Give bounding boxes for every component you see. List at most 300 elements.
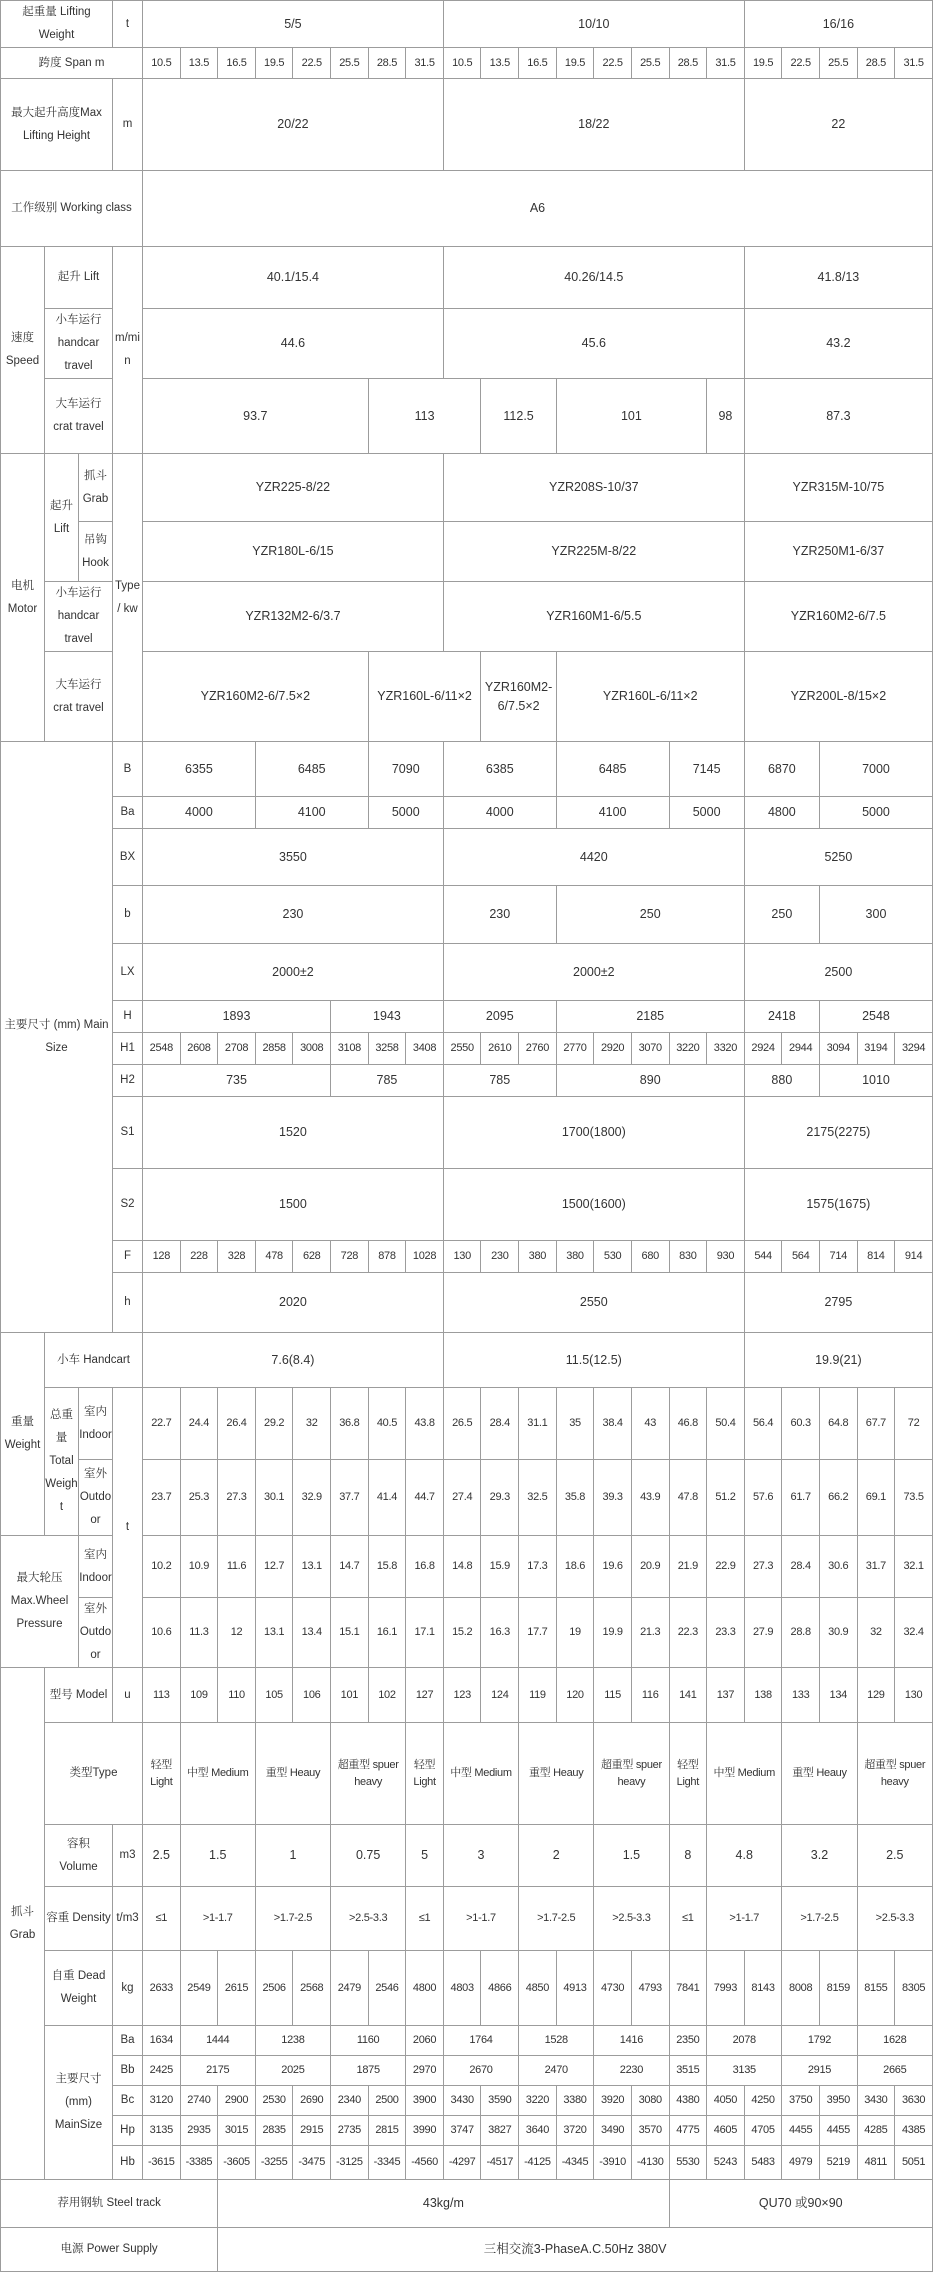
total-weight-outdoor-value: 47.8 bbox=[669, 1460, 707, 1536]
size-LX-value: 2000±2 bbox=[443, 944, 744, 1001]
grab-volume-label: 容积 Volume bbox=[45, 1825, 113, 1887]
wheel-pressure-indoor-value: 11.6 bbox=[218, 1536, 256, 1598]
grab-size-Hb-value: -3615 bbox=[143, 2146, 181, 2180]
grab-size-Bc-value: 2500 bbox=[368, 2086, 406, 2116]
span-value: 16.5 bbox=[218, 48, 256, 79]
row-size-H bbox=[1, 1001, 933, 1033]
grab-size-Hp-value: 3640 bbox=[519, 2116, 557, 2146]
wheel-pressure-outdoor-value: 15.1 bbox=[331, 1598, 369, 1668]
row-power-supply bbox=[1, 2228, 933, 2272]
size-S2-value: 1500 bbox=[143, 1169, 444, 1241]
size-F-value: 1028 bbox=[406, 1241, 444, 1273]
row-size-b bbox=[1, 886, 933, 944]
grab-density-value: ≤1 bbox=[406, 1887, 444, 1951]
size-H1-value: 3320 bbox=[707, 1033, 745, 1065]
row-steel-track bbox=[1, 2180, 933, 2228]
span-value: 25.5 bbox=[331, 48, 369, 79]
grab-dead-weight-value: 2615 bbox=[218, 1951, 256, 2026]
size-H-value: 2185 bbox=[556, 1001, 744, 1033]
row-size-F bbox=[1, 1241, 933, 1273]
motor-crane-value: YZR160L-6/11×2 bbox=[556, 652, 744, 742]
total-weight-indoor-value: 72 bbox=[895, 1388, 933, 1460]
grab-size-Bc-value: 3950 bbox=[819, 2086, 857, 2116]
lifting-weight-value: 16/16 bbox=[744, 1, 932, 48]
row-grab-type bbox=[1, 1723, 933, 1825]
total-weight-indoor-value: 32 bbox=[293, 1388, 331, 1460]
grab-size-Bb-value: 2665 bbox=[857, 2056, 932, 2086]
grab-size-Ba-value: 1160 bbox=[331, 2026, 406, 2056]
total-weight-indoor-value: 28.4 bbox=[481, 1388, 519, 1460]
size-S1-label: S1 bbox=[113, 1097, 143, 1169]
size-H1-label: H1 bbox=[113, 1033, 143, 1065]
grab-model-value: 109 bbox=[180, 1668, 218, 1723]
span-value: 31.5 bbox=[707, 48, 745, 79]
size-h-value: 2550 bbox=[443, 1273, 744, 1333]
grab-size-Hb-value: 4811 bbox=[857, 2146, 895, 2180]
size-F-value: 728 bbox=[331, 1241, 369, 1273]
motor-lift-grab-label: 抓斗 Grab bbox=[79, 454, 113, 522]
span-value: 28.5 bbox=[857, 48, 895, 79]
row-size-H2 bbox=[1, 1065, 933, 1097]
grab-size-Hp-value: 2735 bbox=[331, 2116, 369, 2146]
motor-lift-grab-label: 起升 Lift bbox=[45, 454, 79, 582]
grab-size-Hb-value: 5530 bbox=[669, 2146, 707, 2180]
size-H1-value: 3258 bbox=[368, 1033, 406, 1065]
wheel-pressure-outdoor-value: 27.9 bbox=[744, 1598, 782, 1668]
grab-model-value: 119 bbox=[519, 1668, 557, 1723]
speed-lift-value: 41.8/13 bbox=[744, 247, 932, 309]
grab-size-Hb-value: -3345 bbox=[368, 2146, 406, 2180]
grab-volume-value: 2 bbox=[519, 1825, 594, 1887]
power-supply-label: 电源 Power Supply bbox=[1, 2228, 218, 2272]
row-grab-dead-weight bbox=[1, 1951, 933, 2026]
row-total-weight-indoor bbox=[1, 1388, 933, 1460]
grab-size-Bc-value: 3220 bbox=[519, 2086, 557, 2116]
grab-size-Ba-value: 1764 bbox=[443, 2026, 518, 2056]
grab-size-Hb-value: 5051 bbox=[895, 2146, 933, 2180]
total-weight-indoor-label: t bbox=[113, 1388, 143, 1668]
grab-size-Hp-value: 3827 bbox=[481, 2116, 519, 2146]
size-F-value: 680 bbox=[631, 1241, 669, 1273]
wheel-pressure-indoor-value: 22.9 bbox=[707, 1536, 745, 1598]
grab-dead-weight-value: 2546 bbox=[368, 1951, 406, 2026]
size-BX-value: 3550 bbox=[143, 829, 444, 886]
wheel-pressure-indoor-value: 16.8 bbox=[406, 1536, 444, 1598]
size-F-value: 878 bbox=[368, 1241, 406, 1273]
lifting-height-value: 20/22 bbox=[143, 79, 444, 171]
grab-dead-weight-value: 8159 bbox=[819, 1951, 857, 2026]
grab-density-value: >1.7-2.5 bbox=[519, 1887, 594, 1951]
size-b-value: 250 bbox=[556, 886, 744, 944]
size-LX-value: 2500 bbox=[744, 944, 932, 1001]
size-F-value: 228 bbox=[180, 1241, 218, 1273]
grab-model-value: 106 bbox=[293, 1668, 331, 1723]
row-grab-size-Hb bbox=[1, 2146, 933, 2180]
size-Ba-label: Ba bbox=[113, 797, 143, 829]
grab-dead-weight-value: 2633 bbox=[143, 1951, 181, 2026]
wheel-pressure-indoor-value: 14.8 bbox=[443, 1536, 481, 1598]
size-H1-value: 3094 bbox=[819, 1033, 857, 1065]
grab-size-Hp-value: 3490 bbox=[594, 2116, 632, 2146]
grab-size-Hp-value: 4285 bbox=[857, 2116, 895, 2146]
span-label: 跨度 Span m bbox=[1, 48, 143, 79]
grab-model-value: 116 bbox=[631, 1668, 669, 1723]
grab-type-value: 重型 Heauy bbox=[519, 1723, 594, 1825]
wheel-pressure-indoor-value: 10.9 bbox=[180, 1536, 218, 1598]
size-H1-value: 2548 bbox=[143, 1033, 181, 1065]
total-weight-indoor-label: 总重量 Total Weight bbox=[45, 1388, 79, 1536]
grab-size-Hp-value: 3720 bbox=[556, 2116, 594, 2146]
size-b-value: 230 bbox=[143, 886, 444, 944]
grab-type-value: 轻型 Light bbox=[406, 1723, 444, 1825]
total-weight-indoor-value: 60.3 bbox=[782, 1388, 820, 1460]
grab-density-value: ≤1 bbox=[669, 1887, 707, 1951]
span-value: 19.5 bbox=[744, 48, 782, 79]
size-H1-value: 2944 bbox=[782, 1033, 820, 1065]
grab-model-value: 133 bbox=[782, 1668, 820, 1723]
grab-dead-weight-value: 2506 bbox=[255, 1951, 293, 2026]
size-S1-value: 1520 bbox=[143, 1097, 444, 1169]
handcart-label: 重量 Weight bbox=[1, 1333, 45, 1536]
row-size-Ba bbox=[1, 797, 933, 829]
row-handcart bbox=[1, 1333, 933, 1388]
grab-size-Hp-value: 4455 bbox=[819, 2116, 857, 2146]
size-B-value: 7090 bbox=[368, 742, 443, 797]
grab-volume-value: 1.5 bbox=[594, 1825, 669, 1887]
row-size-H1 bbox=[1, 1033, 933, 1065]
total-weight-outdoor-value: 43.9 bbox=[631, 1460, 669, 1536]
grab-size-Hb-value: 5219 bbox=[819, 2146, 857, 2180]
speed-crane-value: 112.5 bbox=[481, 379, 556, 454]
lifting-height-value: 22 bbox=[744, 79, 932, 171]
size-B-value: 6355 bbox=[143, 742, 256, 797]
speed-crane-label: 大车运行 crat travel bbox=[45, 379, 113, 454]
grab-size-Hp-value: 4385 bbox=[895, 2116, 933, 2146]
wheel-pressure-outdoor-value: 19 bbox=[556, 1598, 594, 1668]
grab-size-Hb-value: -4130 bbox=[631, 2146, 669, 2180]
size-b-value: 230 bbox=[443, 886, 556, 944]
working-class-label: 工作级别 Working class bbox=[1, 171, 143, 247]
wheel-pressure-outdoor-value: 23.3 bbox=[707, 1598, 745, 1668]
motor-lift-hook-value: YZR180L-6/15 bbox=[143, 522, 444, 582]
total-weight-outdoor-value: 32.5 bbox=[519, 1460, 557, 1536]
span-value: 19.5 bbox=[255, 48, 293, 79]
size-H1-value: 2708 bbox=[218, 1033, 256, 1065]
size-Ba-value: 4100 bbox=[255, 797, 368, 829]
wheel-pressure-outdoor-value: 30.9 bbox=[819, 1598, 857, 1668]
grab-type-value: 重型 Heauy bbox=[782, 1723, 857, 1825]
grab-volume-label: m3 bbox=[113, 1825, 143, 1887]
size-F-value: 714 bbox=[819, 1241, 857, 1273]
grab-size-Hb-value: 5243 bbox=[707, 2146, 745, 2180]
grab-size-Bb-value: 2425 bbox=[143, 2056, 181, 2086]
grab-volume-value: 3 bbox=[443, 1825, 518, 1887]
wheel-pressure-indoor-value: 28.4 bbox=[782, 1536, 820, 1598]
motor-lift-grab-value: YZR208S-10/37 bbox=[443, 454, 744, 522]
grab-density-label: t/m3 bbox=[113, 1887, 143, 1951]
row-size-S1 bbox=[1, 1097, 933, 1169]
total-weight-outdoor-value: 25.3 bbox=[180, 1460, 218, 1536]
span-value: 28.5 bbox=[368, 48, 406, 79]
grab-size-Hp-value: 2915 bbox=[293, 2116, 331, 2146]
span-value: 25.5 bbox=[819, 48, 857, 79]
span-value: 10.5 bbox=[143, 48, 181, 79]
grab-size-Bb-value: 1875 bbox=[331, 2056, 406, 2086]
total-weight-outdoor-value: 69.1 bbox=[857, 1460, 895, 1536]
grab-dead-weight-value: 4850 bbox=[519, 1951, 557, 2026]
total-weight-outdoor-value: 61.7 bbox=[782, 1460, 820, 1536]
grab-type-value: 超重型 spuer heavy bbox=[857, 1723, 932, 1825]
grab-size-Hb-value: -3255 bbox=[255, 2146, 293, 2180]
wheel-pressure-outdoor-value: 15.2 bbox=[443, 1598, 481, 1668]
speed-crane-value: 93.7 bbox=[143, 379, 369, 454]
size-H1-value: 2608 bbox=[180, 1033, 218, 1065]
row-size-h bbox=[1, 1273, 933, 1333]
size-F-label: F bbox=[113, 1241, 143, 1273]
grab-size-Hb-value: 5483 bbox=[744, 2146, 782, 2180]
wheel-pressure-outdoor-value: 11.3 bbox=[180, 1598, 218, 1668]
size-S2-value: 1500(1600) bbox=[443, 1169, 744, 1241]
speed-trolley-value: 43.2 bbox=[744, 309, 932, 379]
total-weight-outdoor-value: 30.1 bbox=[255, 1460, 293, 1536]
total-weight-outdoor-value: 51.2 bbox=[707, 1460, 745, 1536]
grab-size-Hp-label: Hp bbox=[113, 2116, 143, 2146]
size-F-value: 544 bbox=[744, 1241, 782, 1273]
total-weight-outdoor-value: 66.2 bbox=[819, 1460, 857, 1536]
size-H1-value: 3220 bbox=[669, 1033, 707, 1065]
size-H1-value: 3408 bbox=[406, 1033, 444, 1065]
wheel-pressure-outdoor-value: 16.3 bbox=[481, 1598, 519, 1668]
grab-model-label: 型号 Model bbox=[45, 1668, 113, 1723]
grab-size-Bc-value: 3590 bbox=[481, 2086, 519, 2116]
speed-lift-value: 40.1/15.4 bbox=[143, 247, 444, 309]
total-weight-outdoor-value: 35.8 bbox=[556, 1460, 594, 1536]
grab-size-Hb-value: -4125 bbox=[519, 2146, 557, 2180]
grab-size-Hb-value: -3605 bbox=[218, 2146, 256, 2180]
span-value: 28.5 bbox=[669, 48, 707, 79]
grab-model-value: 138 bbox=[744, 1668, 782, 1723]
steel-track-value: 43kg/m bbox=[218, 2180, 669, 2228]
grab-size-Hp-value: 3990 bbox=[406, 2116, 444, 2146]
size-S2-value: 1575(1675) bbox=[744, 1169, 932, 1241]
grab-size-Bc-value: 4380 bbox=[669, 2086, 707, 2116]
grab-size-Bc-value: 3430 bbox=[443, 2086, 481, 2116]
grab-size-Hp-value: 4605 bbox=[707, 2116, 745, 2146]
lifting-height-label: m bbox=[113, 79, 143, 171]
wheel-pressure-indoor-value: 12.7 bbox=[255, 1536, 293, 1598]
grab-volume-value: 0.75 bbox=[331, 1825, 406, 1887]
wheel-pressure-indoor-label: 室内 Indoor bbox=[79, 1536, 113, 1598]
total-weight-outdoor-value: 44.7 bbox=[406, 1460, 444, 1536]
row-span bbox=[1, 48, 933, 79]
row-size-B bbox=[1, 742, 933, 797]
size-F-value: 628 bbox=[293, 1241, 331, 1273]
grab-model-value: 123 bbox=[443, 1668, 481, 1723]
motor-lift-grab-label: Type/ kw bbox=[113, 454, 143, 742]
grab-dead-weight-value: 4800 bbox=[406, 1951, 444, 2026]
size-Ba-value: 4800 bbox=[744, 797, 819, 829]
speed-lift-label: 速度 Speed bbox=[1, 247, 45, 454]
power-supply-value: 三相交流3-PhaseA.C.50Hz 380V bbox=[218, 2228, 933, 2272]
grab-size-Ba-value: 1634 bbox=[143, 2026, 181, 2056]
grab-type-value: 轻型 Light bbox=[669, 1723, 707, 1825]
grab-size-Bc-value: 3920 bbox=[594, 2086, 632, 2116]
size-H-value: 2418 bbox=[744, 1001, 819, 1033]
grab-size-Ba-value: 1416 bbox=[594, 2026, 669, 2056]
size-H2-value: 1010 bbox=[819, 1065, 932, 1097]
grab-model-value: 124 bbox=[481, 1668, 519, 1723]
grab-dead-weight-value: 4803 bbox=[443, 1951, 481, 2026]
grab-size-Bc-value: 2740 bbox=[180, 2086, 218, 2116]
grab-density-value: >1.7-2.5 bbox=[782, 1887, 857, 1951]
size-H1-value: 2858 bbox=[255, 1033, 293, 1065]
wheel-pressure-outdoor-value: 17.7 bbox=[519, 1598, 557, 1668]
speed-crane-value: 101 bbox=[556, 379, 706, 454]
size-F-value: 814 bbox=[857, 1241, 895, 1273]
grab-model-value: 102 bbox=[368, 1668, 406, 1723]
grab-size-Bc-value: 3080 bbox=[631, 2086, 669, 2116]
span-value: 19.5 bbox=[556, 48, 594, 79]
wheel-pressure-indoor-value: 30.6 bbox=[819, 1536, 857, 1598]
motor-crane-value: YZR160M2-6/7.5×2 bbox=[143, 652, 369, 742]
size-H1-value: 2610 bbox=[481, 1033, 519, 1065]
grab-model-value: 130 bbox=[895, 1668, 933, 1723]
grab-size-Hp-value: 4705 bbox=[744, 2116, 782, 2146]
wheel-pressure-outdoor-value: 32.4 bbox=[895, 1598, 933, 1668]
grab-size-Hb-value: 4979 bbox=[782, 2146, 820, 2180]
size-F-value: 380 bbox=[556, 1241, 594, 1273]
speed-trolley-label: 小车运行 handcar travel bbox=[45, 309, 113, 379]
grab-size-Bc-value: 2530 bbox=[255, 2086, 293, 2116]
motor-crane-value: YZR160L-6/11×2 bbox=[368, 652, 481, 742]
handcart-label: 小车 Handcart bbox=[45, 1333, 143, 1388]
size-b-label: b bbox=[113, 886, 143, 944]
steel-track-label: 荐用钢轨 Steel track bbox=[1, 2180, 218, 2228]
grab-size-Bb-value: 2970 bbox=[406, 2056, 444, 2086]
total-weight-indoor-value: 43 bbox=[631, 1388, 669, 1460]
grab-size-Bb-value: 3135 bbox=[707, 2056, 782, 2086]
wheel-pressure-indoor-value: 19.6 bbox=[594, 1536, 632, 1598]
total-weight-indoor-value: 43.8 bbox=[406, 1388, 444, 1460]
span-value: 13.5 bbox=[180, 48, 218, 79]
row-size-S2 bbox=[1, 1169, 933, 1241]
total-weight-outdoor-value: 73.5 bbox=[895, 1460, 933, 1536]
span-value: 22.5 bbox=[293, 48, 331, 79]
grab-dead-weight-value: 4866 bbox=[481, 1951, 519, 2026]
motor-trolley-label: 小车运行 handcar travel bbox=[45, 582, 113, 652]
wheel-pressure-indoor-value: 27.3 bbox=[744, 1536, 782, 1598]
size-Ba-value: 4000 bbox=[443, 797, 556, 829]
speed-crane-value: 113 bbox=[368, 379, 481, 454]
size-H-value: 2548 bbox=[819, 1001, 932, 1033]
grab-model-value: 101 bbox=[331, 1668, 369, 1723]
grab-volume-value: 3.2 bbox=[782, 1825, 857, 1887]
grab-type-value: 中型 Medium bbox=[180, 1723, 255, 1825]
lifting-weight-label: t bbox=[113, 1, 143, 48]
grab-density-value: ≤1 bbox=[143, 1887, 181, 1951]
grab-density-value: >2.5-3.3 bbox=[594, 1887, 669, 1951]
grab-model-value: 115 bbox=[594, 1668, 632, 1723]
row-grab-volume bbox=[1, 1825, 933, 1887]
size-S1-value: 1700(1800) bbox=[443, 1097, 744, 1169]
size-H1-value: 2770 bbox=[556, 1033, 594, 1065]
speed-lift-label: 起升 Lift bbox=[45, 247, 113, 309]
grab-density-value: >1-1.7 bbox=[180, 1887, 255, 1951]
total-weight-indoor-label: 室内 Indoor bbox=[79, 1388, 113, 1460]
grab-density-value: >2.5-3.3 bbox=[331, 1887, 406, 1951]
wheel-pressure-outdoor-value: 28.8 bbox=[782, 1598, 820, 1668]
wheel-pressure-indoor-value: 32.1 bbox=[895, 1536, 933, 1598]
grab-size-Bb-value: 2175 bbox=[180, 2056, 255, 2086]
grab-model-value: 134 bbox=[819, 1668, 857, 1723]
grab-type-value: 超重型 spuer heavy bbox=[331, 1723, 406, 1825]
wheel-pressure-outdoor-value: 21.3 bbox=[631, 1598, 669, 1668]
grab-size-Hp-value: 2935 bbox=[180, 2116, 218, 2146]
handcart-value: 19.9(21) bbox=[744, 1333, 932, 1388]
size-H1-value: 3294 bbox=[895, 1033, 933, 1065]
size-BX-value: 5250 bbox=[744, 829, 932, 886]
size-H1-value: 3194 bbox=[857, 1033, 895, 1065]
grab-dead-weight-label: kg bbox=[113, 1951, 143, 2026]
size-F-value: 128 bbox=[143, 1241, 181, 1273]
motor-lift-grab-label: 电机 Motor bbox=[1, 454, 45, 742]
span-value: 16.5 bbox=[519, 48, 557, 79]
grab-size-Hb-value: -3385 bbox=[180, 2146, 218, 2180]
grab-size-Hb-value: -3125 bbox=[331, 2146, 369, 2180]
handcart-value: 11.5(12.5) bbox=[443, 1333, 744, 1388]
size-F-value: 914 bbox=[895, 1241, 933, 1273]
total-weight-indoor-value: 38.4 bbox=[594, 1388, 632, 1460]
size-H-value: 1893 bbox=[143, 1001, 331, 1033]
grab-size-Bc-value: 3900 bbox=[406, 2086, 444, 2116]
grab-type-value: 超重型 spuer heavy bbox=[594, 1723, 669, 1825]
total-weight-indoor-value: 64.8 bbox=[819, 1388, 857, 1460]
size-H2-label: H2 bbox=[113, 1065, 143, 1097]
size-B-label: 主要尺寸 (mm) Main Size bbox=[1, 742, 113, 1333]
grab-type-value: 轻型 Light bbox=[143, 1723, 181, 1825]
grab-volume-value: 1 bbox=[255, 1825, 330, 1887]
grab-model-value: 141 bbox=[669, 1668, 707, 1723]
size-H2-value: 785 bbox=[443, 1065, 556, 1097]
lifting-height-label: 最大起升高度Max Lifting Height bbox=[1, 79, 113, 171]
motor-crane-label: 大车运行 crat travel bbox=[45, 652, 113, 742]
row-size-LX bbox=[1, 944, 933, 1001]
total-weight-outdoor-value: 57.6 bbox=[744, 1460, 782, 1536]
speed-trolley-value: 45.6 bbox=[443, 309, 744, 379]
grab-size-Bc-label: Bc bbox=[113, 2086, 143, 2116]
size-H1-value: 3070 bbox=[631, 1033, 669, 1065]
grab-model-label: 抓斗 Grab bbox=[1, 1668, 45, 2180]
grab-size-Bb-value: 2470 bbox=[519, 2056, 594, 2086]
wheel-pressure-indoor-value: 10.2 bbox=[143, 1536, 181, 1598]
wheel-pressure-outdoor-value: 17.1 bbox=[406, 1598, 444, 1668]
wheel-pressure-outdoor-value: 13.1 bbox=[255, 1598, 293, 1668]
grab-size-Ba-value: 1528 bbox=[519, 2026, 594, 2056]
size-S1-value: 2175(2275) bbox=[744, 1097, 932, 1169]
total-weight-outdoor-value: 37.7 bbox=[331, 1460, 369, 1536]
wheel-pressure-outdoor-value: 13.4 bbox=[293, 1598, 331, 1668]
grab-model-value: 105 bbox=[255, 1668, 293, 1723]
size-H-label: H bbox=[113, 1001, 143, 1033]
grab-model-value: 113 bbox=[143, 1668, 181, 1723]
size-H-value: 2095 bbox=[443, 1001, 556, 1033]
grab-model-value: 127 bbox=[406, 1668, 444, 1723]
speed-trolley-value: 44.6 bbox=[143, 309, 444, 379]
grab-type-value: 中型 Medium bbox=[707, 1723, 782, 1825]
wheel-pressure-indoor-value: 15.8 bbox=[368, 1536, 406, 1598]
grab-size-Hb-value: -4560 bbox=[406, 2146, 444, 2180]
grab-size-Hb-value: -3475 bbox=[293, 2146, 331, 2180]
